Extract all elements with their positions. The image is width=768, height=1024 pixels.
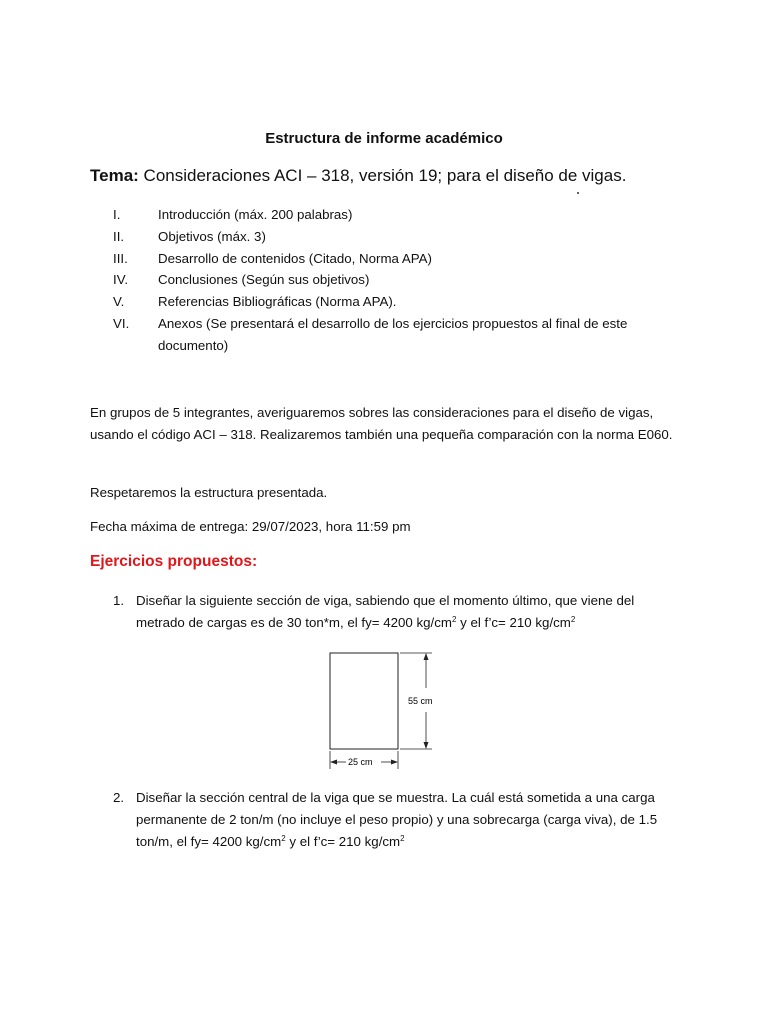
outline-text: Objetivos (máx. 3): [158, 228, 266, 244]
superscript: 2: [281, 834, 286, 843]
exercise-text-part: Diseñar la sección central de la viga que se muestra. La cuál está sometida a una carga permanente de 2 ton/m (no incluye el peso propio) y una sobrecarga (carga viva), de 1.5 ton/m, el fy= 4200 kg/cm: [136, 790, 658, 849]
topic-line: [90, 166, 710, 186]
exercise-text-part: y el f’c= 210 kg/cm: [285, 834, 401, 849]
outline-item: [0, 269, 768, 291]
report-outline: [0, 204, 768, 357]
intro-paragraph: En grupos de 5 integrantes, averiguaremos sobres las consideraciones para el diseño de vigas, usando el código ACI – 318. Realizaremos también una pequeña comparación con la norma E060.: [90, 405, 673, 443]
outline-number: III.: [113, 250, 128, 266]
superscript: 2: [570, 615, 576, 624]
outline-number: V.: [113, 294, 125, 310]
outline-text: Desarrollo de contenidos (Citado, Norma APA): [158, 250, 432, 266]
outline-number: VI.: [113, 315, 130, 331]
exercise-text: [136, 590, 676, 634]
topic-text: Consideraciones ACI – 318, versión 19; para el diseño de vigas.: [138, 166, 627, 185]
outline-text: Referencias Bibliográficas (Norma APA).: [158, 294, 397, 310]
outline-item: [0, 248, 768, 270]
outline-text: Anexos (Se presentará el desarrollo de los ejercicios propuestos al final de este documento): [158, 315, 628, 353]
superscript: 2: [451, 615, 457, 624]
beam-section-rect: [330, 653, 398, 749]
outline-number: I.: [113, 207, 121, 222]
exercise-text-part: Diseñar la siguiente sección de viga, sabiendo que el momento último, que viene del metrado de cargas es de 30 ton*m, el fy= 4200 kg/cm: [136, 593, 635, 630]
outline-text: Introducción (máx. 200 palabras): [158, 207, 353, 222]
structure-note: Respetaremos la estructura presentada.: [90, 485, 328, 500]
exercise-number: 1.: [113, 593, 125, 608]
outline-number: II.: [113, 228, 125, 244]
stray-dot: [577, 192, 579, 194]
outline-item: [0, 313, 768, 357]
due-date: Fecha máxima de entrega: 29/07/2023, hora 11:59 pm: [90, 519, 411, 534]
exercises-heading: Ejercicios propuestos:: [90, 553, 258, 570]
topic-label: Tema:: [90, 166, 139, 185]
arrow-left: [330, 760, 337, 765]
arrow-down: [424, 742, 429, 749]
height-label: 55 cm: [408, 696, 433, 706]
superscript: 2: [400, 834, 405, 843]
exercise-text-part: y el f’c= 210 kg/cm: [456, 615, 571, 630]
outline-item: [0, 291, 768, 313]
exercise-text: [136, 787, 676, 853]
outline-item: [0, 204, 768, 226]
width-label: 25 cm: [348, 757, 373, 767]
outline-item: [0, 226, 768, 248]
document-title: Estructura de informe académico: [265, 130, 503, 147]
exercise-number: 2.: [113, 790, 125, 805]
outline-text: Conclusiones (Según sus objetivos): [158, 272, 370, 288]
outline-number: IV.: [113, 272, 129, 288]
beam-section-figure: [320, 650, 450, 772]
arrow-right: [391, 760, 398, 765]
arrow-up: [424, 653, 429, 660]
